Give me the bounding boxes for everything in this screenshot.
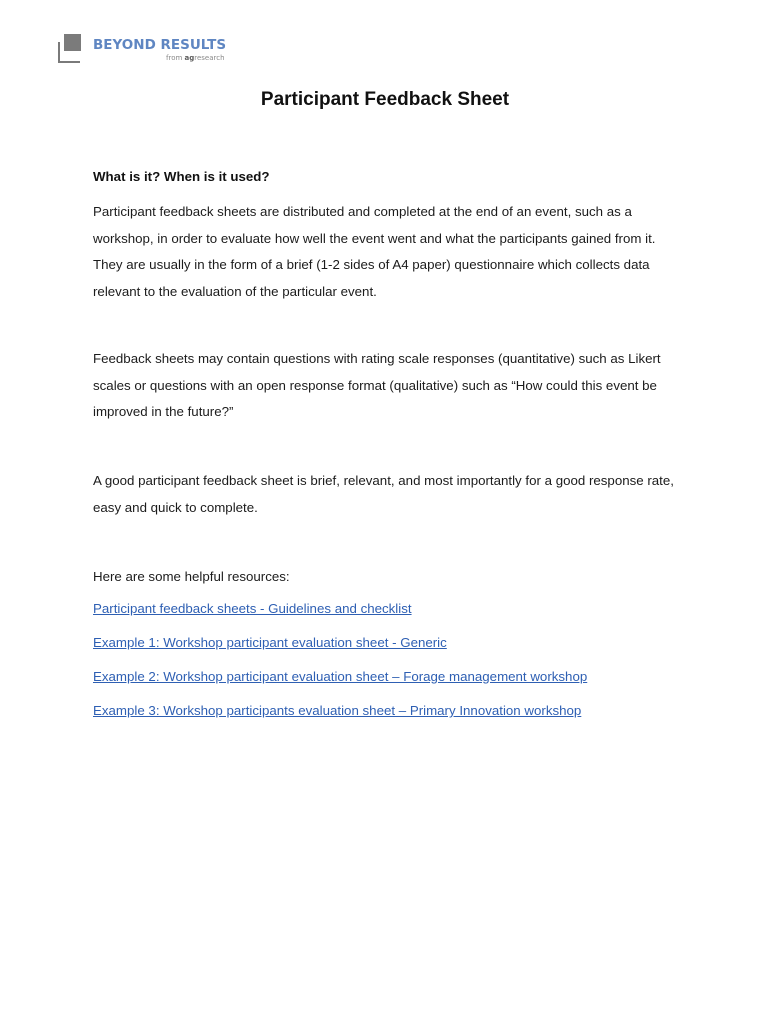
resource-link-example-3[interactable]: Example 3: Workshop participants evaluation sheet – Primary Innovation workshop [93,703,582,718]
logo-mark-icon [58,34,86,62]
document-title: Participant Feedback Sheet [260,89,510,110]
resource-link-example-1[interactable]: Example 1: Workshop participant evaluation sheet - Generic [93,635,447,650]
resource-link-guidelines[interactable]: Participant feedback sheets - Guidelines and checklist [93,601,412,616]
logo-subtitle: from agresearch [166,54,225,62]
section-heading: What is it? When is it used? [93,169,270,184]
logo-title: BEYOND RESULTS [93,37,227,53]
paragraph-resources-intro: Here are some helpful resources: [93,569,290,584]
resource-link-example-2[interactable]: Example 2: Workshop participant evaluation sheet – Forage management workshop [93,669,588,684]
paragraph-question-types: Feedback sheets may contain questions with rating scale responses (quantitative) such as Likert scales or questions with an open response format (qualitative) such as “How could this event be improved in the future?” [93,351,661,419]
paragraph-intro: Participant feedback sheets are distributed and completed at the end of an event, such as a workshop, in order to evaluate how well the event went and what the participants gained from it. They are usually in the form of a brief (1-2 sides of A4 paper) questionnaire which collects data relevant to the evaluation of the particular event. [93,204,656,299]
brand-logo [58,34,238,64]
paragraph-good-sheet: A good participant feedback sheet is brief, relevant, and most importantly for a good response rate, easy and quick to complete. [93,473,674,515]
